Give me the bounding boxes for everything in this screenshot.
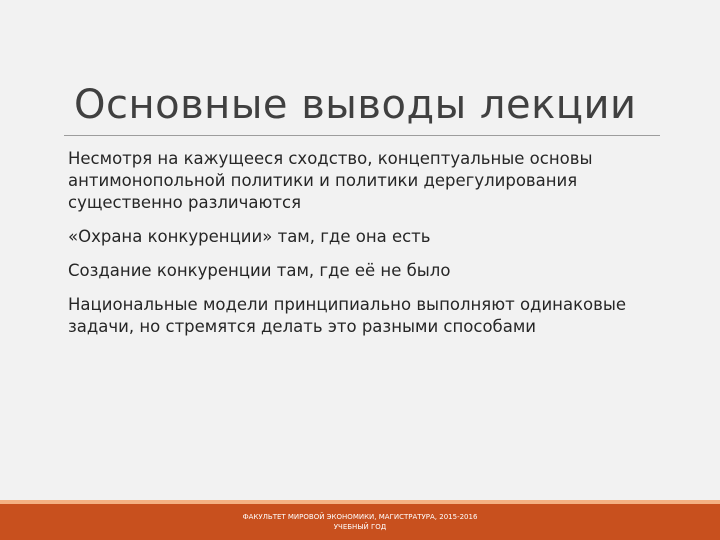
- slide-title: Основные выводы лекции: [74, 82, 637, 128]
- footer-text: [220, 512, 500, 532]
- footer-line-2: УЧЕБНЫЙ ГОД: [333, 523, 387, 531]
- footer-bar: [0, 504, 720, 540]
- body-paragraph: «Охрана конкуренции» там, где она есть: [68, 227, 431, 246]
- title-divider: [64, 135, 660, 136]
- body-paragraph: Несмотря на кажущееся сходство, концептуальные основы антимонопольной политики и политики дерегулирования существенно различаются: [68, 149, 593, 212]
- body-paragraph: Создание конкуренции там, где её не было: [68, 261, 451, 280]
- body-paragraph: Национальные модели принципиально выполняют одинаковые задачи, но стремятся делать это разными способами: [68, 295, 627, 336]
- footer-line-1: ФАКУЛЬТЕТ МИРОВОЙ ЭКОНОМИКИ, МАГИСТРАТУРА, 2015-2016: [242, 513, 478, 521]
- slide-body: [68, 148, 648, 350]
